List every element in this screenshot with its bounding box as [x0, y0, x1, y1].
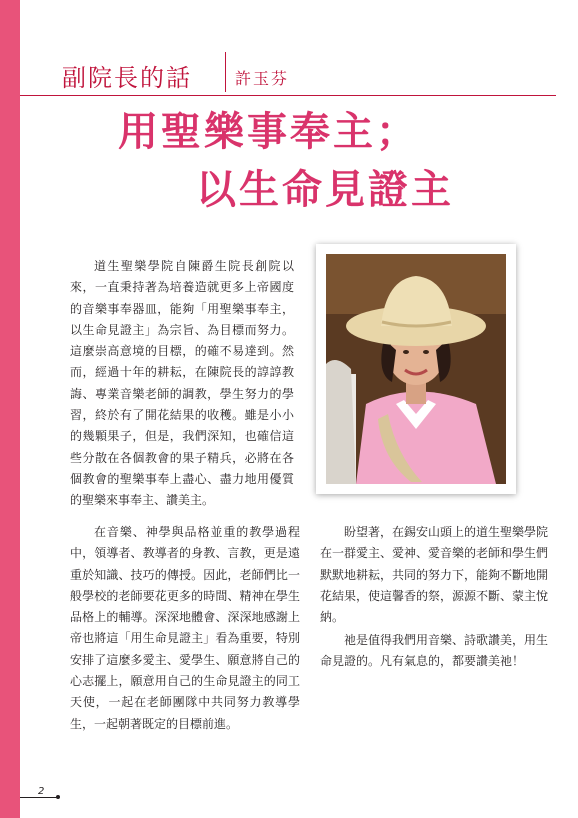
headline-line-2: 以生命見證主: [196, 166, 454, 213]
portrait-photo: [316, 244, 516, 494]
article-paragraph-4: 祂是值得我們用音樂、詩歌讚美，用生命見證的。凡有氣息的，都要讚美祂！: [320, 633, 549, 669]
section-title: 副院長的話: [62, 64, 192, 92]
portrait-photo-icon: [326, 254, 506, 484]
author-name: 許玉芬: [235, 69, 290, 88]
title-divider: [225, 52, 226, 92]
article-paragraph-1: 道生聖樂學院自陳爵生院長創院以來，一直秉持著為培養造就更多上帝國度的音樂事奉器皿，能夠「用聖樂事奉主，以生命見證主」為宗旨、為目標而努力。這麼崇高意境的目標，的確不易達到。然而，經過十年的耕耘，在陳院長的諄諄教誨、專業音樂老師的調教，學生努力的學習，終於有了開花結果的收穫。雖是小小的幾顆果子，但是，我們深知，也確信這些分散在各個教會的果子精兵，必將在各個教會的聖樂事奉上盡心、盡力地用優質的聖樂來事奉主、讚美主。: [70, 259, 294, 508]
header-rule: [20, 95, 556, 96]
article-paragraph-2: 在音樂、神學與品格並重的教學過程中，領導者、教導者的身教、言教，更是遠重於知識、技巧的傳授。因此，老師們比一般學校的老師要花更多的時間、精神在學生品格上的輔導。深深地體會、深深地感謝上帝也將這「用生命見證主」看為重要，特別安排了這麼多愛主、愛學生、願意將自己的心志擺上，願意用自己的生命見證主的同工天使，一起在老師團隊中共同努力教導學生，一起朝著既定的目標前進。: [70, 525, 300, 731]
footer-rule: [20, 797, 58, 798]
headline-line-1: 用聖樂事奉主；: [118, 108, 419, 155]
footer-dot: [56, 795, 60, 799]
left-accent-bar: [0, 0, 20, 818]
article-paragraph-3: 盼望著，在錫安山頭上的道生聖樂學院在一群愛主、愛神、愛音樂的老師和學生們默默地耕耘，共同的努力下，能夠不斷地開花結果，使這馨香的祭，源源不斷、蒙主悅納。: [320, 525, 549, 625]
page-number: 2: [38, 786, 45, 797]
